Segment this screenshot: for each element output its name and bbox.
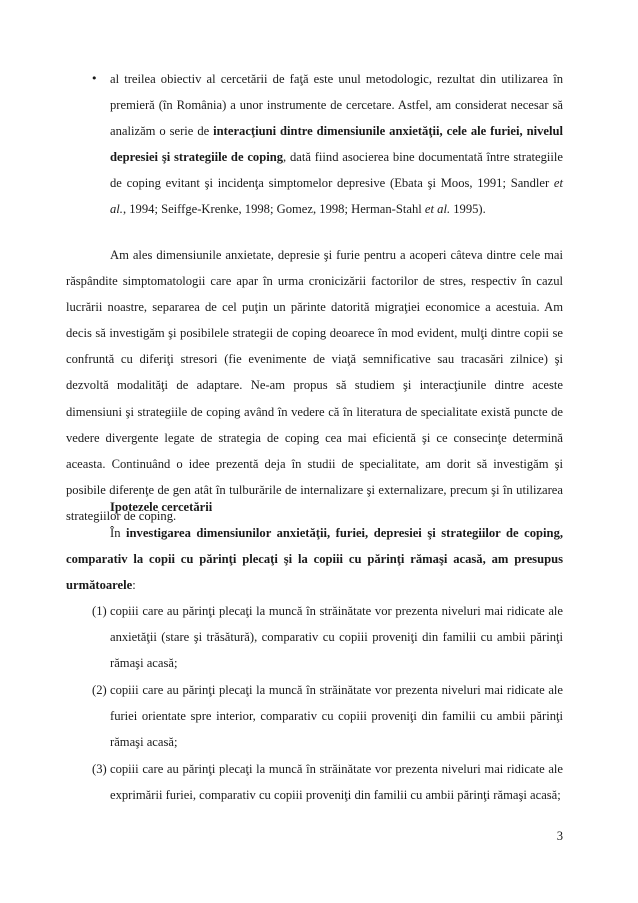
hypothesis-item: copiii care au părinţi plecaţi la muncă în străinătate vor prezenta niveluri mai ridicate ale anxietăţii (stare şi trăsătură), comparativ cu copiii proveniţi din familii cu ambii părinţi rămaşi acasă;: [110, 604, 563, 671]
intro-tail: :: [132, 578, 136, 593]
bullet-icon: •: [91, 72, 98, 85]
bullet-bold-text: interacţiuni dintre dimensiunile anxietăţii, cele ale furiei, nivelul depresiei şi strategiile de coping: [110, 124, 563, 165]
hypothesis-item: copiii care au părinţi plecaţi la muncă în străinătate vor prezenta niveluri mai ridicate ale furiei orientate spre interior, comparativ cu copiii proveniţi din familii cu ambii părinţi rămaşi acasă;: [110, 683, 563, 750]
intro-lead: În: [110, 526, 127, 540]
bullet-paragraph: [110, 66, 563, 223]
intro-bold: investigarea dimensiunilor anxietăţii, furiei, depresiei şi strategiilor de coping, comparativ la copii cu părinţi plecaţi şi la copiii cu părinţi rămaşi acasă, am presupus următoarele: [66, 526, 564, 593]
hypothesis-item: copiii care au părinţi plecaţi la muncă în străinătate vor prezenta niveluri mai ridicate ale exprimării furiei, comparativ cu copiii proveniţi din familii cu ambii părinţi rămaşi acasă;: [110, 762, 563, 803]
bullet-italic-1: et al.: [110, 176, 563, 217]
hypothesis-number: (2): [92, 683, 107, 697]
bullet-text-before: al treilea obiectiv al cercetării de faţă este unul metodologic, rezultat din utilizarea în premieră (în România) a unor instrumente de cercetare. Astfel, am considerat necesar să analizăm o serie de: [110, 72, 563, 139]
bullet-text-mid: , dată fiind asocierea bine documentată între strategiile de coping evitant şi incidenţa simptomelor depresive (Ebata şi Moos, 1991; Sandler: [110, 150, 564, 191]
bullet-text-end: 1995).: [450, 202, 486, 217]
body-paragraph: Am ales dimensiunile anxietate, depresie şi furie pentru a acoperi câteva dintre cele mai răspândite simptomatologii care apar în urma cronicizării factorilor de stres, respectiv în cazul lucrării noastre, separarea de cel puţin un părinte datorită migraţiei economice a acestuia. Am decis să investigăm şi posibilele strategii de coping deoarece în mod evident, mulţi dintre copii se confruntă cu diferiţi stresori (fie evenimente de viaţă semnificative sau tracasări zilnice) şi dezvoltă modalităţi de adaptare. Ne-am propus să studiem şi interacţiunile dintre aceste dimensiuni şi strategiile de coping având în vedere că în literatura de specialitate există puncte de vedere divergente legate de strategia de coping cea mai eficientă şi ce consecinţe determină aceasta. Continuând o idee prezentă deja în studii de specialitate, am dorit să investigăm şi posibile diferenţe de gen atât în tulburările de internalizare şi externalizare, precum şi în utilizarea strategiilor de coping.: [66, 248, 563, 523]
hypothesis-number: (1): [92, 604, 107, 618]
bullet-text-mid2: , 1994; Seiffge-Krenke, 1998; Gomez, 1998; Herman-Stahl: [122, 202, 425, 217]
hypothesis-number: (3): [92, 762, 107, 776]
page-number: 3: [556, 829, 563, 843]
hypothesis-intro: [66, 520, 563, 598]
section-heading: Ipotezele cercetării: [110, 500, 213, 514]
bullet-italic-2: et al.: [424, 202, 451, 217]
